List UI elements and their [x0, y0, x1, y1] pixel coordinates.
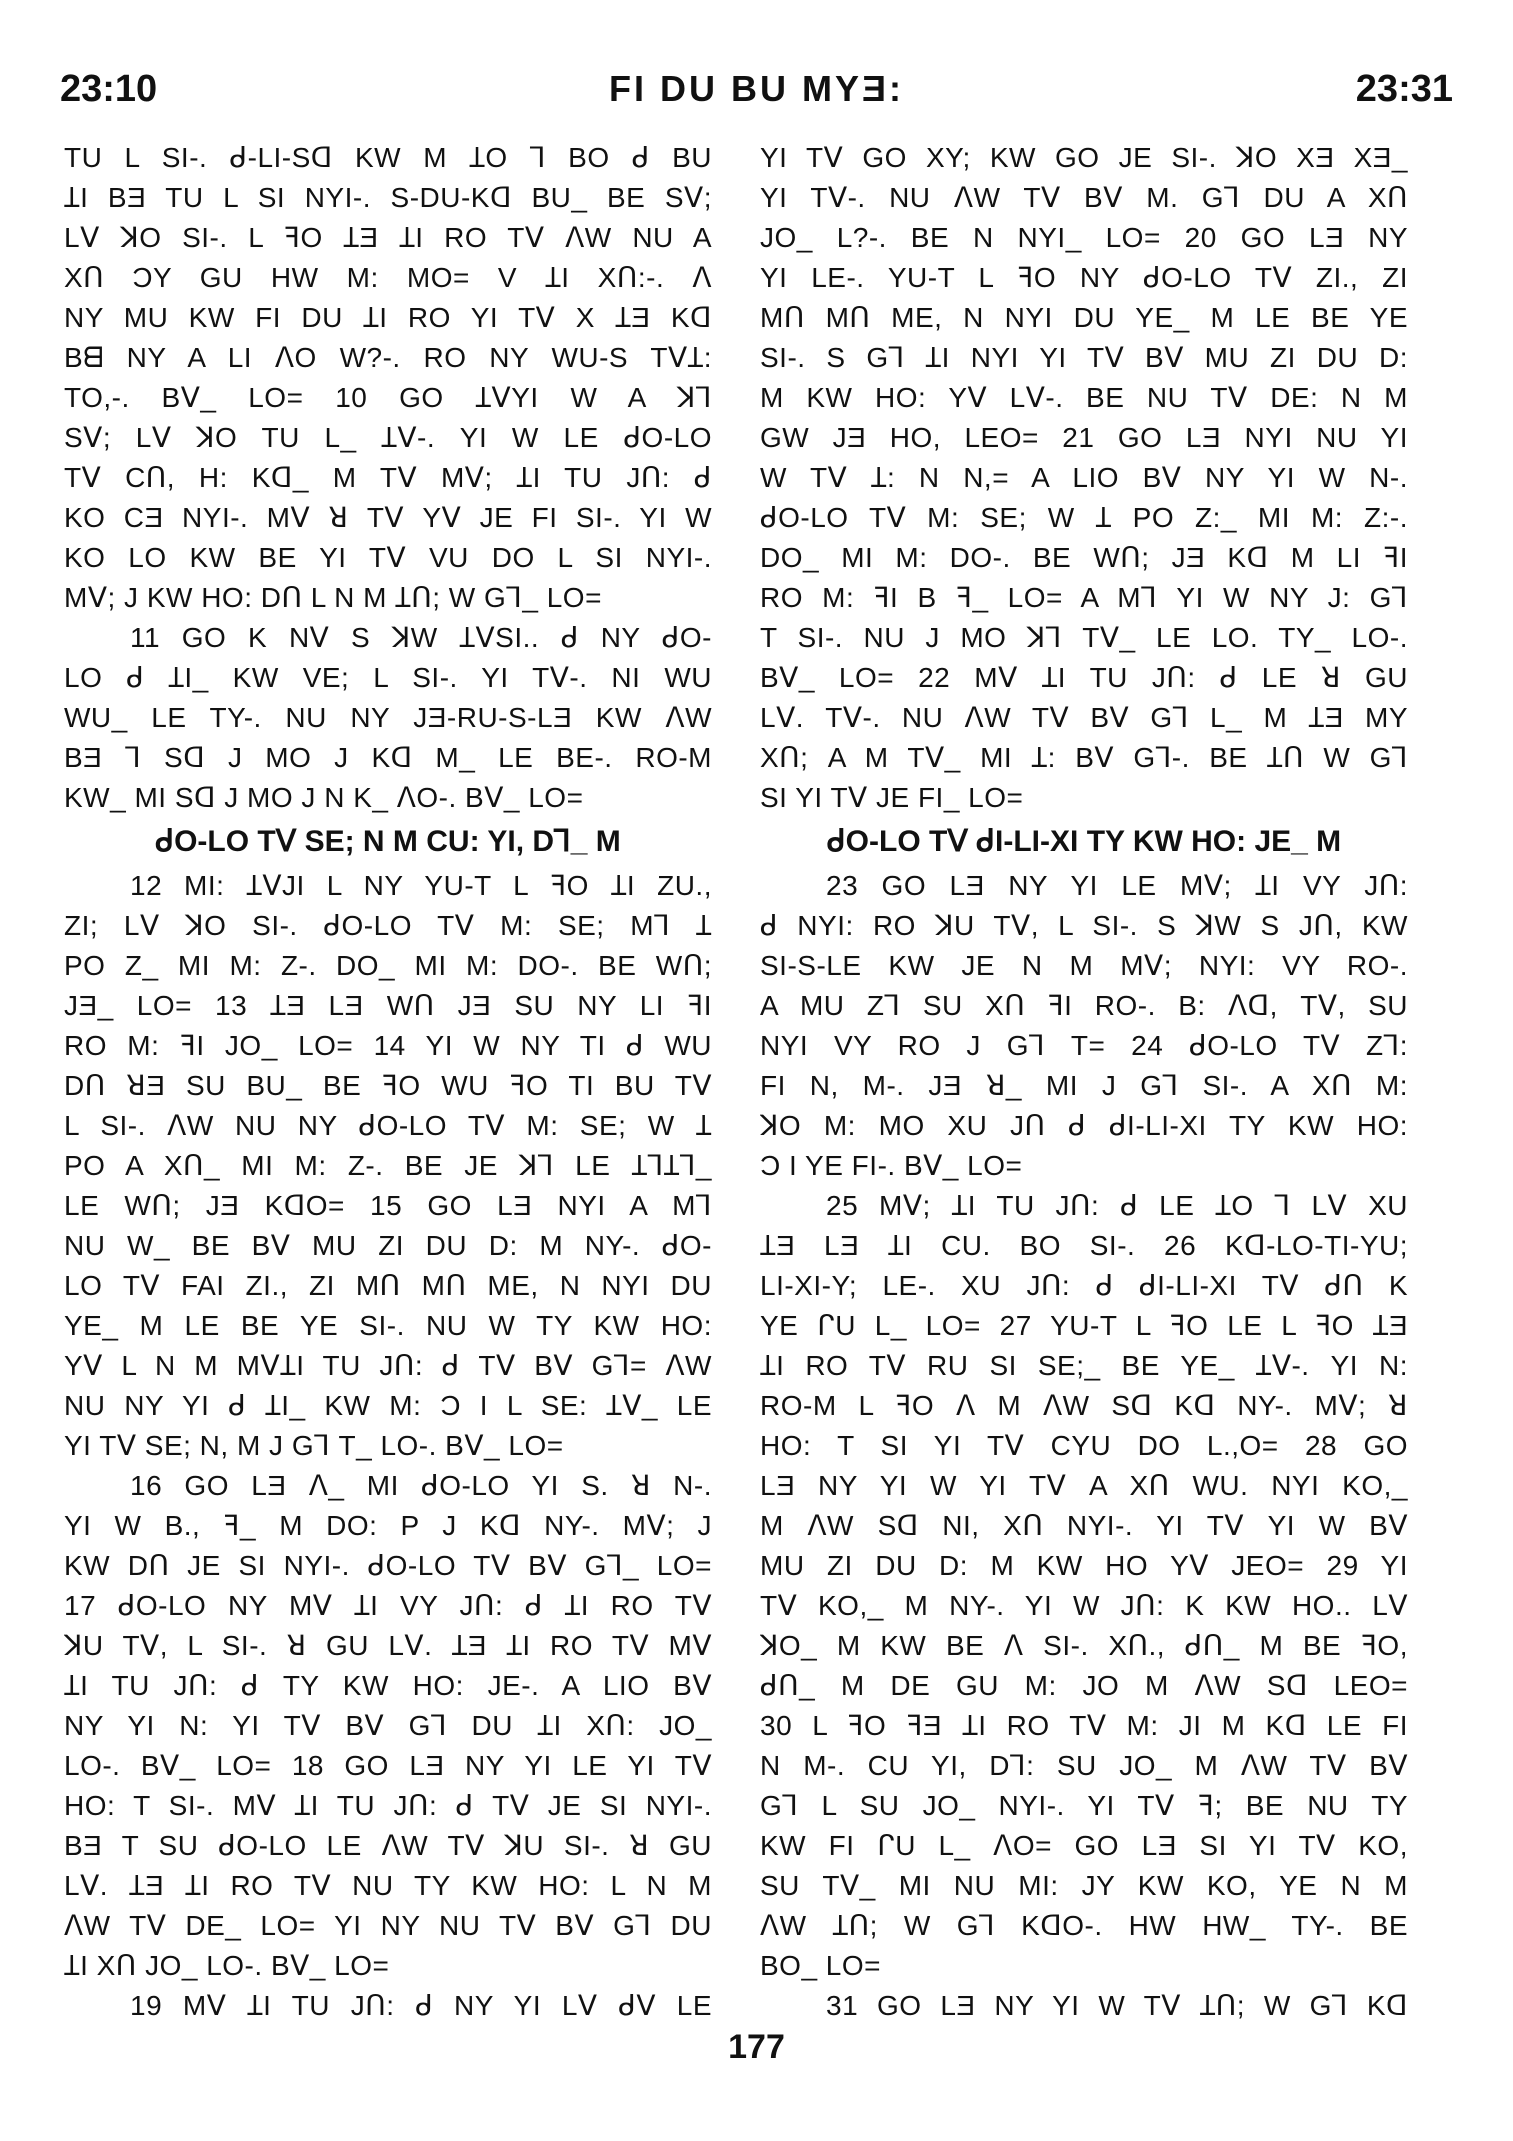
- text-line: NY MU KW FI DU ꞱI RO YI Tᐯ X ꞱƎ Kᗡ: [64, 302, 712, 333]
- text-line: BO_ LO=: [760, 1950, 882, 1981]
- verse-21-line: GW JƎ HO, LEO= 21 GO LƎ NYI NU YI: [760, 422, 1408, 453]
- text-line: YI Tᐯ GO XY; KW GO JE SI-. ꓘO XƎ XƎ_: [760, 142, 1408, 173]
- verse-23-line: 23 GO LƎ NY YI LE Mᐯ; ꞱI VY Jᑎ:: [826, 870, 1408, 901]
- verse-24-line: NYI VY RO J Gꓶ T= 24 ᑯO-LO Tᐯ Zꓶ:: [760, 1030, 1408, 1061]
- text-line: LO Tᐯ FAI ZI., ZI Mᑎ Mᑎ ME, N NYI DU: [64, 1270, 712, 1301]
- text-line: Tᐯ Cᑎ, H: Kᗡ_ M Tᐯ Mᐯ; ꞱI TU Jᑎ: ᑯ: [64, 462, 712, 493]
- page-number: 177: [728, 2028, 785, 2066]
- text-line: NY YI N: YI Tᐯ Bᐯ Gꓶ DU ꞱI Xᑎ: JO_: [64, 1710, 712, 1741]
- text-line: Ɔ I YE FI-. Bᐯ_ LO=: [760, 1150, 1023, 1181]
- text-column-right: [760, 138, 1408, 2026]
- text-line: Bᗺ NY A LI ᐱO W?-. RO NY WU-S TᐯꞱ:: [64, 342, 712, 373]
- text-line: Xᑎ; A M Tᐯ_ MI Ʇ: Bᐯ Gꓶ-. BE Ʇᑎ W Gꓶ: [760, 742, 1408, 773]
- text-line: RO-M L ꟻO ᐱ M ᐱW Sᗡ Kᗡ NY-. Mᐯ; ꓤ: [760, 1390, 1408, 1421]
- text-line: YI Tᐯ SE; N, M J Gꓶ T_ LO-. Bᐯ_ LO=: [64, 1430, 564, 1461]
- text-line: Sᐯ; Lᐯ ꓘO TU L_ Ʇᐯ-. YI W LE ᑯO-LO: [64, 422, 712, 453]
- text-line: NU NY YI ᑯ ꞱI_ KW M: Ɔ I L SE: Ʇᐯ_ LE: [64, 1390, 712, 1421]
- text-line: KW FI ᒋU L_ ᐱO= GO LƎ SI YI Tᐯ KO,: [760, 1830, 1408, 1861]
- section-heading: ᑯO-LO Tᐯ SE; N M CU: YI, Dꓶ_ M: [155, 825, 621, 858]
- text-column-left: [64, 138, 712, 2026]
- verse-18-line: LO-. Bᐯ_ LO= 18 GO LƎ NY YI LE YI Tᐯ: [64, 1750, 712, 1781]
- text-line: TU L SI-. ᑯ-LI-Sᗡ KW M ꞱO ꓶ BO ᑯ BU: [64, 142, 712, 173]
- text-line: M ᐱW Sᗡ NI, Xᑎ NYI-. YI Tᐯ YI W Bᐯ: [760, 1510, 1408, 1541]
- verse-17-line: 17 ᑯO-LO NY Mᐯ ꞱI VY Jᑎ: ᑯ ꞱI RO Tᐯ: [64, 1590, 712, 1621]
- verse-31-line: 31 GO LƎ NY YI W Tᐯ Ʇᑎ; W Gꓶ Kᗡ: [826, 1990, 1408, 2021]
- text-line: WU_ LE TY-. NU NY JƎ-RU-S-LƎ KW ᐱW: [64, 702, 712, 733]
- text-line: ꓘO_ M KW BE ᐱ SI-. Xᑎ., ᑯᑎ_ M BE ꟻO,: [760, 1630, 1408, 1661]
- text-line: ꞱI Xᑎ JO_ LO-. Bᐯ_ LO=: [64, 1950, 390, 1981]
- text-line: LI-XI-Y; LE-. XU Jᑎ: ᑯ ᑯI-LI-XI Tᐯ ᑯᑎ K: [760, 1270, 1408, 1301]
- text-line: ZI; Lᐯ ꓘO SI-. ᑯO-LO Tᐯ M: SE; Mꓶ Ʇ: [64, 910, 712, 941]
- text-line: Tᐯ KO,_ M NY-. YI W Jᑎ: K KW HO.. Lᐯ: [760, 1590, 1408, 1621]
- verse-14-line: RO M: ꟻI JO_ LO= 14 YI W NY TI ᑯ WU: [64, 1030, 712, 1061]
- text-line: Xᑎ ƆY GU HW M: MO= V ꞱI Xᑎ:-. ᐱ: [64, 262, 712, 293]
- verse-26-line: ꞱƎ LƎ ꞱI CU. BO SI-. 26 Kᗡ-LO-TI-YU;: [760, 1230, 1408, 1261]
- verse-20-line: JO_ L?-. BE N NYI_ LO= 20 GO LƎ NY: [760, 222, 1408, 253]
- text-line: ᐱW Tᐯ DE_ LO= YI NY NU Tᐯ Bᐯ Gꓶ DU: [64, 1910, 712, 1941]
- verse-15-line: LE Wᑎ; JƎ KᗡO= 15 GO LƎ NYI A Mꓶ: [64, 1190, 712, 1221]
- text-line: PO A Xᑎ_ MI M: Z-. BE JE ꓘꓶ LE ꞱꓶꞱꓶ_: [64, 1150, 712, 1181]
- text-line: Lᐯ. Tᐯ-. NU ᐱW Tᐯ Bᐯ Gꓶ L_ M ꞱƎ MY: [760, 702, 1408, 733]
- text-line: Mᑎ Mᑎ ME, N NYI DU YE_ M LE BE YE: [760, 302, 1408, 333]
- header-book-title: FI DU BU MYƎ:: [609, 68, 904, 109]
- text-line: PO Z_ MI M: Z-. DO_ MI M: DO-. BE Wᑎ;: [64, 950, 712, 981]
- text-line: ᐱW Ʇᑎ; W Gꓶ KᗡO-. HW HW_ TY-. BE: [760, 1910, 1408, 1941]
- text-line: W Tᐯ Ʇ: N N,= A LIO Bᐯ NY YI W N-.: [760, 462, 1408, 493]
- text-line: ꞱI BƎ TU L SI NYI-. S-DU-Kᗡ BU_ BE Sᐯ;: [64, 182, 712, 213]
- text-line: YI W B., ꟻ_ M DO: P J Kᗡ NY-. Mᐯ; J: [64, 1510, 712, 1541]
- text-line: Mᐯ; J KW HO: Dᑎ L N M Ʇᑎ; W Gꓶ_ LO=: [64, 582, 602, 613]
- verse-11-line: 11 GO K Nᐯ S ꓘW ꞱᐯSI.. ᑯ NY ᑯO-: [130, 622, 712, 653]
- text-line: HO: T SI-. Mᐯ ꞱI TU Jᑎ: ᑯ Tᐯ JE SI NYI-.: [64, 1790, 712, 1821]
- header-left-reference: 23:10: [60, 68, 158, 110]
- text-line: SU Tᐯ_ MI NU MI: JY KW KO, YE N M: [760, 1870, 1408, 1901]
- text-line: SI-. S Gꓶ ꞱI NYI YI Tᐯ Bᐯ MU ZI DU D:: [760, 342, 1408, 373]
- text-line: M KW HO: Yᐯ Lᐯ-. BE NU Tᐯ DE: N M: [760, 382, 1408, 413]
- text-line: KO LO KW BE YI Tᐯ VU DO L SI NYI-.: [64, 542, 712, 573]
- text-line: T SI-. NU J MO ꓘꓶ Tᐯ_ LE LO. TY_ LO-.: [760, 622, 1408, 653]
- verse-22-line: Bᐯ_ LO= 22 Mᐯ ꞱI TU Jᑎ: ᑯ LE ꓤ GU: [760, 662, 1408, 693]
- verse-28-line: HO: T SI YI Tᐯ CYU DO L.,O= 28 GO: [760, 1430, 1408, 1461]
- text-line: ꓘO M: MO XU Jᑎ ᑯ ᑯI-LI-XI TY KW HO:: [760, 1110, 1408, 1141]
- text-line: A MU Zꓶ SU Xᑎ ꟻI RO-. B: ᐱᗡ, Tᐯ, SU: [760, 990, 1408, 1021]
- text-line: FI N, M-. JƎ ꓤ_ MI J Gꓶ SI-. A Xᑎ M:: [760, 1070, 1408, 1101]
- text-line: Yᐯ L N M MᐯꞱI TU Jᑎ: ᑯ Tᐯ Bᐯ Gꓶ= ᐱW: [64, 1350, 712, 1381]
- verse-13-line: JƎ_ LO= 13 ꞱƎ LƎ Wᑎ JƎ SU NY LI ꟻI: [64, 990, 712, 1021]
- header-right-reference: 23:31: [1355, 68, 1453, 110]
- text-line: KO CƎ NYI-. Mᐯ ꓤ Tᐯ Yᐯ JE FI SI-. YI W: [64, 502, 712, 533]
- text-line: NU W_ BE Bᐯ MU ZI DU D: M NY-. ᑯO-: [64, 1230, 712, 1261]
- text-line: YI Tᐯ-. NU ᐱW Tᐯ Bᐯ M. Gꓶ DU A Xᑎ: [760, 182, 1408, 213]
- text-line: Lᐯ ꓘO SI-. L ꟻO ꞱƎ ꞱI RO Tᐯ ᐱW NU A: [64, 222, 712, 253]
- text-line: SI-S-LE KW JE N M Mᐯ; NYI: VY RO-.: [760, 950, 1408, 981]
- text-line: RO M: ꟻI B ꟻ_ LO= A Mꓶ YI W NY J: Gꓶ: [760, 582, 1408, 613]
- text-line: BƎ T SU ᑯO-LO LE ᐱW Tᐯ ꓘU SI-. ꓤ GU: [64, 1830, 712, 1861]
- verse-27-line: YE ᒋU L_ LO= 27 YU-T L ꟻO LE L ꟻO ꞱƎ: [760, 1310, 1408, 1341]
- section-heading: ᑯO-LO Tᐯ ᑯI-LI-XI TY KW HO: JE_ M: [826, 825, 1342, 858]
- verse-16-line: 16 GO LƎ ᐱ_ MI ᑯO-LO YI S. ꓤ N-.: [130, 1470, 712, 1501]
- text-line: KW_ MI Sᗡ J MO J N K_ ᐱO-. Bᐯ_ LO=: [64, 782, 584, 813]
- text-line: YI LE-. YU-T L ꟻO NY ᑯO-LO Tᐯ ZI., ZI: [760, 262, 1408, 293]
- text-line: ꞱI RO Tᐯ RU SI SE;_ BE YE_ Ʇᐯ-. YI N:: [760, 1350, 1408, 1381]
- text-line: BƎ ꓶ Sᗡ J MO J Kᗡ M_ LE BE-. RO-M: [64, 742, 712, 773]
- verse-10-line: TO,-. Bᐯ_ LO= 10 GO ꞱᐯYI W A ꓘꓶ: [64, 382, 712, 413]
- text-line: N M-. CU YI, Dꓶ: SU JO_ M ᐱW Tᐯ Bᐯ: [760, 1750, 1408, 1781]
- verse-25-line: 25 Mᐯ; ꞱI TU Jᑎ: ᑯ LE ꞱO ꓶ Lᐯ XU: [826, 1190, 1408, 1221]
- text-line: DO_ MI M: DO-. BE Wᑎ; JƎ Kᗡ M LI ꟻI: [760, 542, 1408, 573]
- text-line: ᑯO-LO Tᐯ M: SE; W Ʇ PO Z:_ MI M: Z:-.: [760, 502, 1408, 533]
- text-line: SI YI Tᐯ JE FI_ LO=: [760, 782, 1024, 813]
- verse-29-line: MU ZI DU D: M KW HO Yᐯ JEO= 29 YI: [760, 1550, 1408, 1581]
- page-header: [60, 60, 1453, 120]
- verse-30-line: 30 L ꟻO ꟻƎ ꞱI RO Tᐯ M: JI M Kᗡ LE FI: [760, 1710, 1408, 1741]
- text-line: Dᑎ ꓤƎ SU BU_ BE ꟻO WU ꟻO TI BU Tᐯ: [64, 1070, 712, 1101]
- text-line: LƎ NY YI W YI Tᐯ A Xᑎ WU. NYI KO,_: [760, 1470, 1408, 1501]
- text-line: L SI-. ᐱW NU NY ᑯO-LO Tᐯ M: SE; W Ʇ: [64, 1110, 712, 1141]
- text-line: Lᐯ. ꞱƎ ꞱI RO Tᐯ NU TY KW HO: L N M: [64, 1870, 712, 1901]
- verse-12-line: 12 MI: ꞱᐯJI L NY YU-T L ꟻO ꞱI ZU.,: [130, 870, 712, 901]
- text-line: ᑯᑎ_ M DE GU M: JO M ᐱW Sᗡ LEO=: [760, 1670, 1408, 1701]
- text-line: KW Dᑎ JE SI NYI-. ᑯO-LO Tᐯ Bᐯ Gꓶ_ LO=: [64, 1550, 712, 1581]
- text-line: YE_ M LE BE YE SI-. NU W TY KW HO:: [64, 1310, 712, 1341]
- text-line: Gꓶ L SU JO_ NYI-. YI Tᐯ ꟻ; BE NU TY: [760, 1790, 1408, 1821]
- verse-19-line: 19 Mᐯ ꞱI TU Jᑎ: ᑯ NY YI Lᐯ ᑯᐯ LE: [130, 1990, 712, 2021]
- text-line: ꞱI TU Jᑎ: ᑯ TY KW HO: JE-. A LIO Bᐯ: [64, 1670, 712, 1701]
- text-line: LO ᑯ ꞱI_ KW VE; L SI-. YI Tᐯ-. NI WU: [64, 662, 712, 693]
- text-line: ᑯ NYI: RO ꓘU Tᐯ, L SI-. S ꓘW S Jᑎ, KW: [760, 910, 1408, 941]
- text-line: ꓘU Tᐯ, L SI-. ꓤ GU Lᐯ. ꞱƎ ꞱI RO Tᐯ Mᐯ: [64, 1630, 712, 1661]
